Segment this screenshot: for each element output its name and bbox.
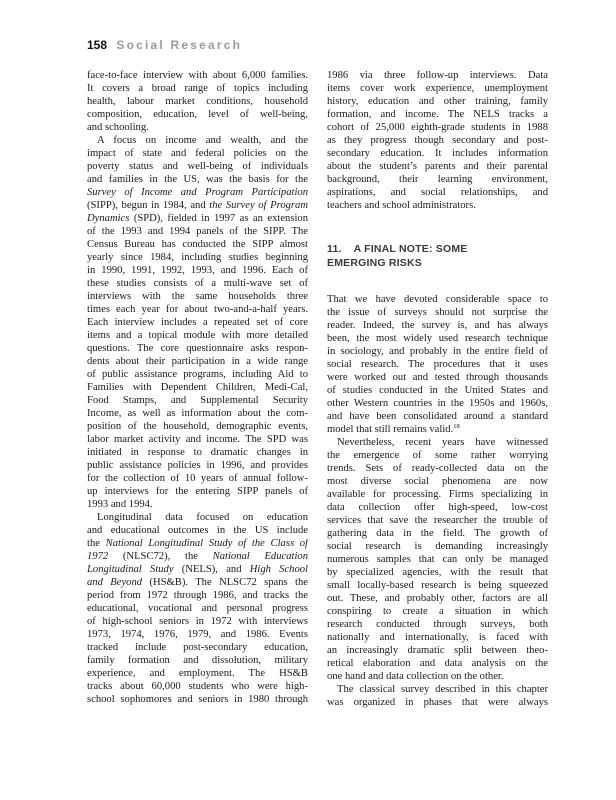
text-line [87, 394, 308, 407]
text-line [327, 449, 548, 462]
text-run: the [87, 538, 106, 549]
text-line [87, 95, 308, 108]
text-line [87, 563, 308, 576]
paragraph [327, 293, 548, 436]
text-run: That we have devoted considerable space to [327, 294, 548, 305]
text-run: aspirations, and social relationships, and [327, 187, 548, 198]
text-line [327, 553, 548, 566]
text-run: background, their learning environment, [327, 174, 548, 185]
text-run: (NLSC72), the [108, 551, 213, 562]
paragraph [87, 134, 308, 511]
text-run: small locally-based research is being squeezed [327, 580, 548, 591]
text-run: the issue of surveys should not surprise the [327, 307, 548, 318]
text-run: one hand and data collection on the other. [327, 671, 504, 682]
text-line [87, 82, 308, 95]
text-line [87, 524, 308, 537]
text-line [87, 641, 308, 654]
text-run: about the student’s parents and their parental [327, 161, 548, 172]
text-line [327, 670, 548, 683]
text-run: It covers a broad range of topics including [87, 83, 308, 94]
text-line [87, 238, 308, 251]
text-line [87, 173, 308, 186]
text-line [327, 306, 548, 319]
text-run: tracks about 60,000 students who were high- [87, 681, 308, 692]
text-run: (SIPP), begun in 1984, and [87, 200, 210, 211]
text-line [327, 293, 548, 306]
text-run: teachers and school administrators. [327, 200, 476, 211]
text-line [87, 602, 308, 615]
text-line [87, 693, 308, 706]
text-line [87, 680, 308, 693]
text-line [327, 540, 548, 553]
text-run: tracked include post-secondary education, [87, 642, 308, 653]
text-run: social research is demanding increasingly [327, 541, 548, 552]
text-run: history, education and other training, family [327, 96, 548, 107]
text-run: family formation and dissolution, military [87, 655, 308, 666]
right-column [327, 69, 548, 709]
text-line [87, 264, 308, 277]
text-line [87, 654, 308, 667]
text-line [87, 589, 308, 602]
text-line [327, 186, 548, 199]
text-line [87, 329, 308, 342]
text-line [87, 303, 308, 316]
text-line [327, 631, 548, 644]
text-run: Food Stamps, and Supplemental Security [87, 395, 308, 406]
text-line [87, 108, 308, 121]
text-line [327, 462, 548, 475]
text-line [327, 199, 548, 212]
text-run: public assistance policies in 1996, and provides [87, 460, 308, 471]
text-line [327, 95, 548, 108]
text-run: the emergence of some rather worrying [327, 450, 548, 461]
text-run: position of the household, demographic events, [87, 421, 308, 432]
italic-title: Survey of Income and Program Participation [87, 187, 308, 198]
text-line [327, 644, 548, 657]
text-line [87, 316, 308, 329]
paragraph [327, 436, 548, 683]
text-run: (SPD), fielded in 1997 as an extension [129, 213, 308, 224]
text-run: conspiring to create a situation in which [327, 606, 548, 617]
text-line [87, 212, 308, 225]
text-run: Families with Dependent Children, Medi-Cal, [87, 382, 308, 393]
text-run: was organized in phases that were always [327, 697, 548, 708]
text-run: 1986 via three follow-up interviews. Data [327, 70, 548, 81]
text-run: these studies consists of a multi-wave set of [87, 278, 308, 289]
text-line [327, 121, 548, 134]
text-run: interviews with the same households three [87, 291, 308, 302]
text-line [87, 407, 308, 420]
text-line [327, 384, 548, 397]
section-heading [327, 243, 548, 270]
text-run: Nevertheless, recent years have witnessed [337, 437, 548, 448]
text-run: model that still remains valid. [327, 424, 454, 435]
text-run: experience, and employment. The HS&B [87, 668, 308, 679]
text-run: other Western countries in the 1950s and 1960s, [327, 398, 548, 409]
section-title-line-2: EMERGING RISKS [327, 256, 422, 269]
text-run: face-to-face interview with about 6,000 families. [87, 70, 308, 81]
text-run: services that save the researcher the trouble of [327, 515, 548, 526]
text-line [327, 410, 548, 423]
text-run: data collection offer high-speed, low-cost [327, 502, 548, 513]
text-line [87, 368, 308, 381]
text-run: questions. The core questionnaire asks respon- [87, 343, 308, 354]
italic-title: National Longitudinal Study of the Class of [105, 538, 308, 549]
text-run: school sophomores and seniors in 1980 through [87, 694, 308, 705]
text-line [327, 475, 548, 488]
text-line [327, 527, 548, 540]
text-line [87, 576, 308, 589]
text-line [87, 290, 308, 303]
text-line [87, 628, 308, 641]
text-run: educational, vocational and personal progress [87, 603, 308, 614]
text-line [327, 696, 548, 709]
text-line [87, 459, 308, 472]
page-number: 158 [87, 38, 108, 52]
text-run: available for processing. Firms specializing in [327, 489, 548, 500]
section-number: 11. [327, 243, 342, 255]
text-run: out. These, and probably other, factors are all [327, 593, 548, 604]
text-run: times each year for about two-and-a-half years. [87, 304, 308, 315]
text-line [87, 147, 308, 160]
paragraph [327, 683, 548, 709]
text-line [87, 69, 308, 82]
text-line [327, 579, 548, 592]
text-run: period from 1972 through 1986, and tracks the [87, 590, 308, 601]
paragraph [87, 511, 308, 706]
text-line [87, 615, 308, 628]
text-run: composition, education, level of well-being, [87, 109, 308, 120]
text-line [327, 147, 548, 160]
text-line [87, 498, 308, 511]
text-run: retical elaboration and data analysis on the [327, 658, 548, 669]
text-run: (NELS), and [173, 564, 250, 575]
paragraph [327, 69, 548, 212]
italic-title: and Beyond [87, 577, 143, 588]
text-line [87, 433, 308, 446]
text-run: 1993 and 1994. [87, 499, 153, 510]
text-run: (HS&B). The NLSC72 spans the [142, 577, 308, 588]
text-run: items and a topical module with more detailed [87, 330, 308, 341]
footnote-reference: 18 [453, 423, 460, 430]
text-run: of the 1993 and 1994 panels of the SIPP. The [87, 226, 308, 237]
paragraph [87, 69, 308, 134]
text-line [327, 683, 548, 696]
text-line [87, 342, 308, 355]
text-run: yearly since 1984, including studies beginning [87, 252, 308, 263]
text-line [87, 251, 308, 264]
text-run: been, the most widely used research technique [327, 333, 548, 344]
left-column [87, 69, 308, 706]
text-line [87, 420, 308, 433]
text-line [327, 345, 548, 358]
text-line [87, 277, 308, 290]
text-line [327, 69, 548, 82]
text-run: in 1990, 1991, 1992, 1993, and 1996. Each of [87, 265, 308, 276]
text-run: impact of state and federal policies on the [87, 148, 308, 159]
text-run: of high-school seniors in 1972 with interviews [87, 616, 308, 627]
text-line [327, 358, 548, 371]
text-line [87, 355, 308, 368]
running-head [87, 38, 242, 52]
text-line [327, 332, 548, 345]
text-run: and educational outcomes in the US include [87, 525, 308, 536]
text-run: dents about their participation in a wide range [87, 356, 308, 367]
text-run: initiated in response to dramatic changes in [87, 447, 308, 458]
text-line [327, 501, 548, 514]
text-run: trends. Sets of ready-collected data on the [327, 463, 548, 474]
text-run: and have been consolidated around a standard [327, 411, 548, 422]
text-run: formation, and income. The NELS tracks a [327, 109, 548, 120]
text-run: of public assistance programs, including Aid to [87, 369, 308, 380]
text-run: secondary education. It includes information [327, 148, 548, 159]
text-line [327, 108, 548, 121]
text-line [327, 592, 548, 605]
text-run: numerous samples that can only be managed [327, 554, 548, 565]
text-line [327, 436, 548, 449]
italic-title: High School [249, 564, 308, 575]
text-run: cohort of 25,000 eighth-grade students in 1988 [327, 122, 548, 133]
text-run: up interviews for the entering SIPP panels of [87, 486, 308, 497]
text-line [87, 381, 308, 394]
text-run: 1973, 1974, 1976, 1979, and 1986. Events [87, 629, 308, 640]
italic-title: 1972 [87, 551, 109, 562]
left-column-body [87, 69, 308, 706]
running-title: Social Research [116, 38, 243, 52]
text-run: Census Bureau has conducted the SIPP almost [87, 239, 308, 250]
text-run: an increasingly dramatic split between theo- [327, 645, 548, 656]
text-run: were worked out and tested through thousands [327, 372, 548, 383]
text-run: and schooling. [87, 122, 149, 133]
italic-title: Dynamics [87, 213, 130, 224]
text-line [327, 657, 548, 670]
text-run: reader. Indeed, the survey is, and has always [327, 320, 548, 331]
text-line [87, 160, 308, 173]
text-run: research conducted through surveys, both [327, 619, 548, 630]
text-run: social research. The procedures that it uses [327, 359, 548, 370]
italic-title: Longitudinal Study [87, 564, 174, 575]
text-run: health, labour market conditions, household [87, 96, 308, 107]
italic-title: National Education [212, 551, 308, 562]
text-run: Income, as well as information about the com- [87, 408, 308, 419]
text-line [327, 319, 548, 332]
text-line [327, 488, 548, 501]
text-line [87, 537, 308, 550]
text-line [87, 225, 308, 238]
text-line [327, 371, 548, 384]
text-run: as they progress though secondary and post- [327, 135, 548, 146]
text-line [327, 605, 548, 618]
section-heading-line-1 [327, 243, 548, 257]
text-line [327, 566, 548, 579]
text-run: in sociology, and probably in the entire field of [327, 346, 548, 357]
text-line [327, 618, 548, 631]
text-line [87, 134, 308, 147]
text-line [87, 446, 308, 459]
text-line [327, 173, 548, 186]
text-line [87, 550, 308, 563]
text-line [327, 82, 548, 95]
text-run: gathering data in the field. The growth of [327, 528, 548, 539]
text-run: items cover work experience, unemployment [327, 83, 548, 94]
text-line [87, 121, 308, 134]
text-line [87, 199, 308, 212]
text-line [327, 397, 548, 410]
text-run: A focus on income and wealth, and the [97, 135, 308, 146]
text-line [87, 511, 308, 524]
right-column-bottom-body [327, 293, 548, 709]
text-line [87, 472, 308, 485]
text-run: labor market activity and income. The SPD was [87, 434, 308, 445]
italic-title: the Survey of Program [209, 200, 308, 211]
text-line [87, 485, 308, 498]
text-run: Longitudinal data focused on education [97, 512, 308, 523]
text-line [327, 160, 548, 173]
text-line [87, 667, 308, 680]
text-run: and families in the US, was the basis for the [87, 174, 308, 185]
text-run: of studies conducted in the United States and [327, 385, 548, 396]
text-run: nationally and internationally, is faced with [327, 632, 548, 643]
text-run: by specialized agencies, with the result that [327, 567, 548, 578]
text-line [87, 186, 308, 199]
text-run: for the collection of 10 years of annual follow- [87, 473, 308, 484]
text-run: Each interview includes a repeated set of core [87, 317, 308, 328]
text-line [327, 134, 548, 147]
text-run: most diverse social phenomena are now [327, 476, 548, 487]
text-run: The classical survey described in this chapter [337, 684, 548, 695]
text-line [327, 423, 548, 436]
text-run: poverty status and well-being of individuals [87, 161, 308, 172]
right-column-top-body [327, 69, 548, 212]
section-title-line-1: A FINAL NOTE: SOME [353, 243, 468, 255]
text-line [327, 514, 548, 527]
